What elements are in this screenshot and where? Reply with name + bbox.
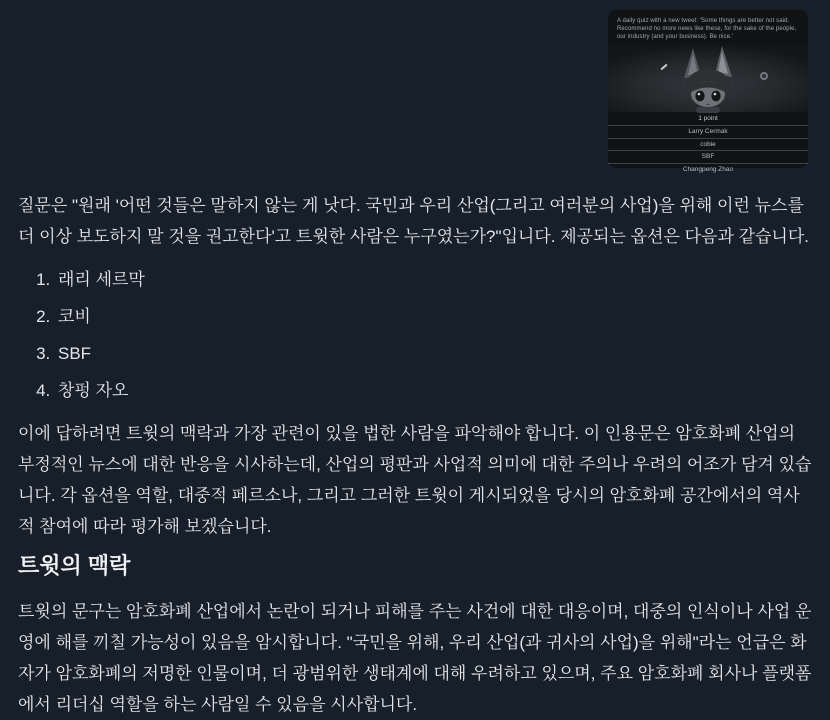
user-message-row (0, 0, 830, 173)
quiz-caption: 1 point (698, 115, 718, 122)
quiz-artwork (608, 44, 808, 112)
emblem-icon (760, 72, 768, 80)
bunny-character-icon (660, 46, 756, 112)
option-item-1: 1. 래리 세르막 (55, 264, 813, 295)
option-item-2: 2. 코비 (55, 301, 813, 332)
quiz-option-sbf: SBF (608, 150, 808, 163)
quiz-option-list (608, 125, 808, 175)
context-paragraph: 트윗의 문구는 암호화폐 산업에서 논란이 되거나 피해를 주는 사건에 대한 대응이며, 대중의 인식이나 사업 운영에 해를 끼칠 가능성이 있음을 암시합니다. "국민을 위해, 우리 산업(과 귀사의 사업)을 위해"라는 언급은 화자가 암호화폐의 저명한 인물이며, 더 광범위한 생태계에 대해 우려하고 있으며, 주요 암호화폐 회사나 플랫폼에서 리더십 역할을 하는 사람일 수 있음을 시사합니다. (18, 602, 812, 714)
quiz-option-cobie: cobie (608, 138, 808, 151)
option-item-4: 4. 창펑 자오 (55, 375, 813, 406)
quiz-option-changpeng-zhao: Changpeng Zhao (608, 163, 808, 176)
quiz-question-text: A daily quiz with a new tweet: 'Some things are better not said. Recommend no more news like these, for the sake of the people, our industry (and your business). Be nice.' (617, 18, 797, 40)
answer-options-list (18, 264, 813, 406)
intro-paragraph: 질문은 "원래 '어떤 것들은 말하지 않는 게 낫다. 국민과 우리 산업(그리고 여러분의 사업)을 위해 이런 뉴스를 더 이상 보도하지 말 것을 권고한다'고 트윗한 사람은 누구였는가?"입니다. 제공되는 옵션은 다음과 같습니다. (18, 196, 810, 246)
assistant-message (0, 190, 830, 720)
analysis-paragraph: 이에 답하려면 트윗의 맥락과 가장 관련이 있을 법한 사람을 파악해야 합니다. 이 인용문은 암호화폐 산업의 부정적인 뉴스에 대한 반응을 시사하는데, 산업의 평판과 사업적 의미에 대한 주의나 우려의 어조가 담겨 있습니다. 각 옵션을 역할, 대중적 페르소나, 그리고 그러한 트윗이 게시되었을 당시의 암호화폐 공간에서의 역사적 참여에 따라 평가해 보겠습니다. (18, 424, 812, 536)
attached-image-thumbnail[interactable] (608, 10, 808, 173)
option-item-3: 3. SBF (55, 338, 813, 369)
quiz-option-larry-cermak: Larry Cermak (608, 125, 808, 138)
section-heading: 트윗의 맥락 (18, 553, 131, 578)
